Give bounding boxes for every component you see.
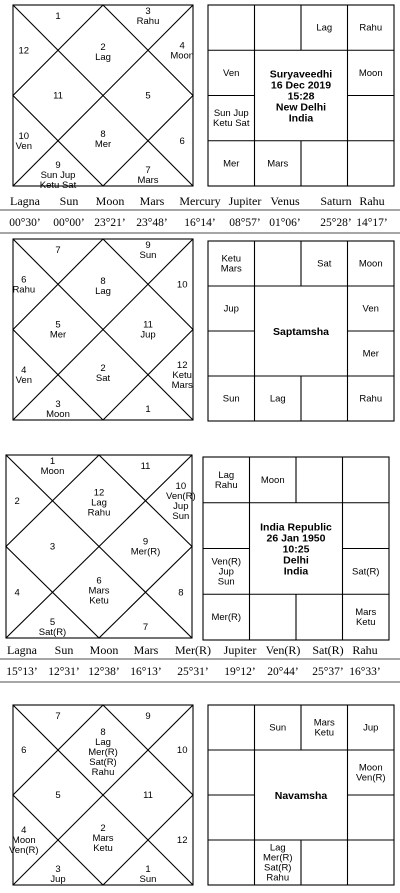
republic-degrees-table bbox=[0, 643, 400, 682]
chart-center-text: India bbox=[283, 565, 309, 578]
chart-center-text: 26 Jan 1950 bbox=[266, 532, 326, 545]
house-sign-number: 12 bbox=[93, 487, 105, 499]
cell-planet-taurus: Ketu bbox=[314, 727, 335, 739]
cell-planet-capricorn: Sun bbox=[217, 576, 235, 588]
cell-planet-leo: Mer bbox=[362, 348, 379, 360]
degree-header: Mars bbox=[139, 194, 165, 208]
cell-planet-virgo: Rahu bbox=[359, 393, 383, 405]
house-sign-number: 2 bbox=[100, 823, 106, 835]
cell-planet-pisces: Rahu bbox=[214, 479, 238, 491]
degree-value: 15°13’ bbox=[6, 666, 38, 678]
cell-planet-scorpio: Sat(R) bbox=[264, 862, 292, 874]
degree-header: Sat(R) bbox=[312, 643, 344, 657]
degree-value: 25°31’ bbox=[177, 666, 209, 678]
house-sign-number: 2 bbox=[100, 42, 106, 54]
house-sign-number: 4 bbox=[21, 825, 27, 836]
house-planet-label: Mars bbox=[92, 833, 114, 845]
chart-center-text: 10:25 bbox=[282, 543, 310, 556]
house-planet-label: Moon bbox=[46, 409, 70, 421]
house-sign-number: 12 bbox=[176, 359, 188, 371]
house-planet-label: Ketu bbox=[93, 843, 113, 855]
house-sign-number: 9 bbox=[145, 239, 151, 251]
cell-planet-virgo: Ketu bbox=[355, 617, 376, 629]
house-sign-number: 10 bbox=[18, 130, 30, 142]
house-planet-label: Sat(R) bbox=[38, 627, 67, 639]
cell-planet-pisces: Ketu bbox=[221, 253, 242, 265]
house-sign-number: 8 bbox=[100, 128, 106, 140]
house-planet-label: Lag bbox=[95, 736, 111, 748]
house-sign-number: 6 bbox=[21, 274, 27, 286]
house-sign-number: 7 bbox=[55, 710, 61, 722]
house-planet-label: Mars bbox=[88, 585, 110, 597]
house-sign-number: 3 bbox=[49, 541, 56, 553]
degree-header: Mer(R) bbox=[175, 643, 211, 657]
house-sign-number: 10 bbox=[176, 745, 188, 756]
cell-planet-pisces: Lag bbox=[218, 469, 235, 481]
saptamsha-north-chart bbox=[12, 239, 193, 420]
republic-north-chart bbox=[6, 455, 196, 638]
degree-value: 00°00’ bbox=[53, 217, 85, 229]
house-sign-number: 8 bbox=[100, 726, 106, 738]
house-planet-label: Sun bbox=[172, 510, 190, 522]
degree-header: Lagna bbox=[10, 194, 40, 208]
chart-center-text: 15:28 bbox=[287, 90, 315, 103]
house-sign-number: 4 bbox=[21, 364, 27, 376]
house-sign-number: 3 bbox=[55, 399, 61, 411]
house-planet-label: Ven bbox=[15, 140, 32, 152]
cell-planet-sagittarius: Mer(R) bbox=[211, 612, 242, 624]
degree-header: Venus bbox=[270, 194, 300, 208]
degree-header: Jupiter bbox=[223, 643, 257, 657]
house-planet-label: Ketu bbox=[172, 369, 192, 381]
degree-value: 08°57’ bbox=[229, 217, 261, 229]
house-sign-number: 9 bbox=[145, 710, 151, 722]
house-sign-number: 6 bbox=[96, 575, 102, 587]
degree-header: Mars bbox=[133, 643, 159, 657]
house-planet-label: Mer(R) bbox=[88, 746, 118, 758]
house-sign-number: 1 bbox=[145, 864, 151, 876]
chart-center-text: India bbox=[288, 112, 314, 125]
cell-planet-cancer: Moon bbox=[358, 762, 383, 774]
house-planet-label: Moon bbox=[170, 50, 195, 62]
degree-header: Sun bbox=[54, 643, 74, 657]
cell-planet-pisces: Mars bbox=[220, 263, 242, 275]
house-planet-label: Sat(R) bbox=[89, 756, 117, 768]
degree-value: 14°17’ bbox=[356, 217, 388, 229]
house-sign-number: 9 bbox=[55, 160, 61, 172]
degree-value: 16°33’ bbox=[349, 666, 381, 678]
house-sign-number: 7 bbox=[55, 244, 61, 256]
house-planet-label: Sat bbox=[95, 372, 111, 384]
house-planet-label: Lag bbox=[95, 52, 111, 64]
house-sign-number: 11 bbox=[143, 319, 153, 331]
house-planet-label: Mer bbox=[49, 329, 67, 341]
cell-planet-sagittarius: Sun bbox=[222, 393, 240, 405]
house-sign-number: 5 bbox=[49, 617, 56, 629]
degree-value: 01°06’ bbox=[269, 217, 301, 229]
degree-value: 25°37’ bbox=[312, 666, 344, 678]
degree-header: Moon bbox=[89, 643, 119, 657]
house-sign-number: 11 bbox=[143, 790, 153, 801]
cell-planet-taurus: Sat bbox=[317, 258, 332, 270]
house-planet-label: Sun bbox=[139, 874, 157, 886]
cell-planet-aquarius: Ven bbox=[223, 67, 240, 79]
degree-value: 19°12’ bbox=[224, 666, 256, 678]
natal-degrees-table bbox=[0, 194, 400, 233]
cell-planet-aquarius: Jup bbox=[223, 303, 239, 315]
cell-planet-cancer: Ven bbox=[362, 303, 379, 315]
house-sign-number: 6 bbox=[179, 135, 185, 147]
saptamsha-south-chart bbox=[208, 241, 394, 421]
house-sign-number: 4 bbox=[179, 40, 185, 52]
house-sign-number: 2 bbox=[14, 495, 20, 507]
degree-value: 16°14’ bbox=[184, 217, 216, 229]
degree-value: 25°28’ bbox=[320, 217, 352, 229]
house-sign-number: 6 bbox=[21, 745, 27, 756]
house-planet-label: Jup bbox=[50, 874, 66, 886]
house-sign-number: 11 bbox=[140, 460, 151, 472]
chart-center-text: Delhi bbox=[283, 554, 309, 567]
navamsha-south-chart bbox=[208, 705, 394, 885]
house-planet-label: Lag bbox=[91, 497, 107, 509]
chart-center-text: Navamsha bbox=[274, 790, 328, 802]
degree-value: 00°30’ bbox=[9, 217, 41, 229]
chart-center-text: 16 Dec 2019 bbox=[270, 79, 332, 92]
house-sign-number: 7 bbox=[142, 622, 149, 634]
cell-planet-capricorn: Jup bbox=[218, 566, 234, 578]
house-planet-label: Moon bbox=[11, 835, 36, 846]
house-sign-number: 5 bbox=[55, 790, 61, 801]
cell-planet-capricorn: Ketu Sat bbox=[213, 118, 250, 130]
natal-north-chart bbox=[13, 5, 194, 191]
house-sign-number: 10 bbox=[175, 480, 187, 492]
chart-center-text: Saptamsha bbox=[272, 326, 330, 338]
cell-planet-taurus: Lag bbox=[316, 22, 333, 34]
house-planet-label: Rahu bbox=[12, 284, 36, 296]
house-planet-label: Ketu Sat bbox=[39, 180, 77, 192]
house-sign-number: 3 bbox=[145, 5, 151, 17]
cell-planet-scorpio: Mer(R) bbox=[262, 852, 293, 864]
degree-header: Rahu bbox=[352, 643, 378, 657]
degree-value: 16°13’ bbox=[130, 666, 162, 678]
cell-planet-gemini: Rahu bbox=[359, 22, 383, 34]
house-sign-number: 1 bbox=[55, 10, 61, 22]
chart-center-text: India Republic bbox=[260, 521, 332, 534]
house-sign-number: 10 bbox=[176, 279, 188, 291]
house-planet-label: Ketu bbox=[89, 595, 109, 607]
house-sign-number: 11 bbox=[53, 90, 63, 102]
house-sign-number: 3 bbox=[55, 864, 61, 876]
house-planet-label: Sun bbox=[139, 249, 157, 261]
cell-planet-scorpio: Lag bbox=[269, 842, 286, 854]
navamsha-north-chart bbox=[9, 705, 193, 885]
degree-header: Mercury bbox=[179, 194, 221, 208]
cell-planet-gemini: Jup bbox=[363, 722, 379, 734]
degree-header: Moon bbox=[95, 194, 125, 208]
cell-planet-gemini: Moon bbox=[358, 258, 383, 270]
house-planet-label: Jup bbox=[140, 329, 156, 341]
house-planet-label: Sun Jup bbox=[40, 170, 76, 182]
house-sign-number: 8 bbox=[100, 276, 106, 288]
republic-south-chart bbox=[203, 457, 389, 640]
degree-header: Lagna bbox=[7, 643, 37, 657]
cell-planet-capricorn: Sun Jup bbox=[213, 108, 249, 120]
cell-planet-capricorn: Ven(R) bbox=[211, 556, 242, 568]
degree-value: 23°21’ bbox=[94, 217, 126, 229]
cell-planet-virgo: Mars bbox=[355, 607, 377, 619]
cell-planet-cancer: Moon bbox=[358, 67, 383, 79]
degree-value: 12°38’ bbox=[88, 666, 120, 678]
house-sign-number: 5 bbox=[145, 90, 151, 102]
cell-planet-scorpio: Mars bbox=[267, 158, 289, 170]
house-sign-number: 2 bbox=[100, 362, 106, 374]
cell-planet-cancer: Ven(R) bbox=[355, 772, 386, 784]
house-planet-label: Mars bbox=[137, 175, 159, 187]
house-sign-number: 7 bbox=[145, 165, 151, 177]
degree-value: 12°31’ bbox=[48, 666, 80, 678]
degree-header: Sun bbox=[59, 194, 79, 208]
house-planet-label: Lag bbox=[95, 286, 111, 298]
house-sign-number: 5 bbox=[55, 319, 61, 331]
house-planet-label: Ven bbox=[15, 374, 32, 386]
house-sign-number: 12 bbox=[18, 45, 30, 57]
degree-header: Ven(R) bbox=[265, 643, 301, 657]
house-sign-number: 4 bbox=[14, 587, 20, 599]
degree-header: Rahu bbox=[359, 194, 385, 208]
degree-value: 20°44’ bbox=[267, 666, 299, 678]
house-planet-label: Rahu bbox=[87, 507, 111, 519]
house-sign-number: 1 bbox=[49, 455, 56, 467]
house-planet-label: Mer(R) bbox=[130, 546, 161, 558]
house-planet-label: Rahu bbox=[91, 766, 115, 778]
house-sign-number: 8 bbox=[178, 587, 184, 599]
chart-center-text: New Delhi bbox=[275, 101, 327, 114]
house-planet-label: Rahu bbox=[136, 15, 160, 27]
degree-value: 23°48’ bbox=[136, 217, 168, 229]
cell-planet-leo: Sat(R) bbox=[352, 566, 380, 578]
house-planet-label: Jup bbox=[173, 500, 189, 512]
house-planet-label: Mer bbox=[94, 138, 112, 150]
cell-planet-aries: Moon bbox=[260, 474, 285, 486]
cell-planet-aries: Sun bbox=[269, 722, 287, 734]
natal-south-chart bbox=[208, 5, 394, 186]
house-planet-label: Ven(R) bbox=[9, 845, 39, 856]
house-sign-number: 9 bbox=[142, 536, 149, 548]
house-planet-label: Moon bbox=[40, 465, 65, 477]
chart-center-text: Suryaveedhi bbox=[269, 68, 333, 81]
cell-planet-scorpio: Rahu bbox=[266, 872, 290, 884]
house-planet-label: Mars bbox=[171, 379, 193, 391]
cell-planet-scorpio: Lag bbox=[269, 393, 286, 405]
degree-header: Jupiter bbox=[228, 194, 262, 208]
cell-planet-taurus: Mars bbox=[313, 717, 335, 729]
degree-header: Saturn bbox=[320, 194, 352, 208]
house-planet-label: Ven(R) bbox=[166, 490, 196, 502]
cell-planet-sagittarius: Mer bbox=[223, 158, 240, 170]
house-sign-number: 1 bbox=[145, 404, 151, 416]
house-sign-number: 12 bbox=[176, 835, 188, 846]
